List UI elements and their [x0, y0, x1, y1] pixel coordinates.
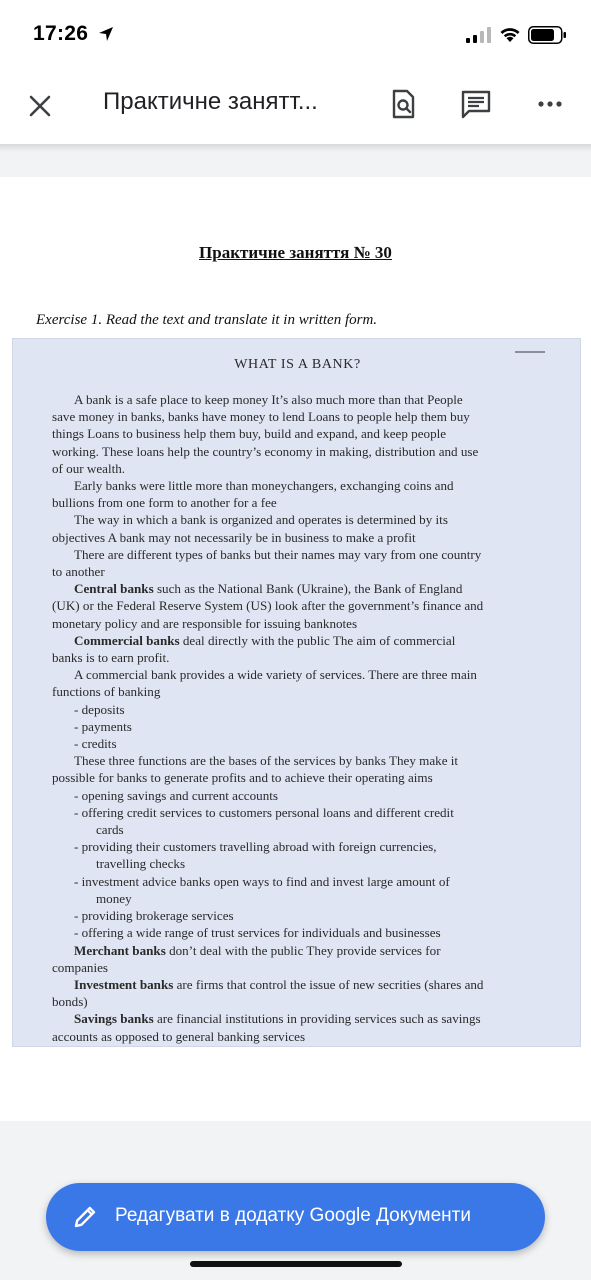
scan-line-text: things Loans to business help them buy, build and expand, and keep people: [52, 426, 447, 442]
scan-line-text: - deposits: [74, 701, 125, 717]
scan-title: WHAT IS A BANK?: [234, 357, 361, 372]
scan-line: [52, 443, 567, 460]
scan-line-text: don’t deal with the public They provide services for: [165, 942, 441, 958]
scan-line-text: are firms that control the issue of new secrities (shares and: [173, 976, 484, 992]
scan-line: [52, 529, 567, 546]
scan-line-text: - opening savings and current accounts: [74, 787, 278, 803]
scan-line: [52, 666, 567, 683]
scan-line-text: - offering credit services to customers personal loans and different credit: [74, 804, 454, 820]
scan-line: [52, 563, 567, 580]
scan-line-term: Investment banks: [74, 976, 174, 992]
scan-line-text: banks is to earn profit.: [52, 650, 170, 666]
scan-line-text: - offering a wide range of trust services for individuals and businesses: [74, 925, 441, 941]
scan-line-text: A bank is a safe place to keep money It’s also much more than that People: [74, 392, 463, 407]
scan-line: [52, 615, 567, 632]
scan-line: [52, 907, 567, 924]
scan-line: [52, 890, 567, 907]
scan-line-term: Savings banks: [74, 1011, 154, 1027]
scanned-text-image: [12, 338, 581, 1047]
scan-line: [52, 580, 567, 597]
scan-line: [52, 804, 567, 821]
scan-line-text: working. These loans help the country’s economy in making, distribution and use: [52, 443, 479, 459]
scan-line-text: There are different types of banks but their names may vary from one country: [74, 546, 482, 562]
scan-line-text: such as the National Bank (Ukraine), the Bank of England: [153, 581, 463, 597]
scan-mark: [515, 351, 545, 353]
scan-line-text: save money in banks, banks have money to lend Loans to people help them buy: [52, 409, 470, 425]
scan-line: [52, 391, 567, 408]
home-indicator: [190, 1261, 402, 1267]
scan-line-text: - credits: [74, 736, 117, 752]
scan-line: [52, 546, 567, 563]
scan-line-text: - investment advice banks open ways to find and invest large amount of: [74, 873, 450, 889]
scan-line-text: possible for banks to generate profits and to achieve their operating aims: [52, 770, 433, 786]
scan-line: [52, 769, 567, 786]
scan-line-text: (UK) or the Federal Reserve System (US) look after the government’s finance and: [52, 598, 484, 614]
scan-line: [52, 649, 567, 666]
scan-line: [52, 993, 567, 1010]
scan-line: [52, 632, 567, 649]
document-title: Практичне занятт...: [103, 88, 318, 115]
scan-line: [52, 718, 567, 735]
scan-line: [52, 683, 567, 700]
fab-label: Редагувати в додатку Google Документи: [115, 1205, 471, 1226]
page-heading: [0, 243, 591, 263]
pencil-icon: [72, 1204, 98, 1230]
scan-line-text: money: [96, 890, 132, 906]
scan-line: [52, 976, 567, 993]
app-bar: [0, 72, 591, 144]
scan-line: [52, 838, 567, 855]
scan-line: [52, 1010, 567, 1027]
exercise-instruction: Exercise 1. Read the text and translate it in written form.: [36, 312, 378, 328]
scan-line-text: The way in which a bank is organized and operates is determined by its: [74, 512, 448, 528]
scan-line-text: accounts as opposed to general banking services: [52, 1028, 306, 1044]
scan-line: [52, 511, 567, 528]
scan-line-text: monetary policy and are responsible for issuing banknotes: [52, 615, 358, 631]
scan-line-text: objectives A bank may not necessarily be in business to make a profit: [52, 529, 416, 545]
scan-line-term: Merchant banks: [74, 942, 166, 958]
scan-line: [52, 701, 567, 718]
scan-line: [52, 873, 567, 890]
scan-line: [52, 942, 567, 959]
scan-body: [52, 391, 567, 1045]
scan-line-term: Commercial banks: [74, 632, 180, 648]
battery-icon: [528, 26, 568, 44]
scan-line-text: - payments: [74, 718, 132, 734]
more-options-icon[interactable]: [533, 87, 567, 121]
find-in-document-icon[interactable]: [386, 87, 420, 121]
scan-line: [52, 408, 567, 425]
status-bar: [0, 0, 591, 72]
scan-line-text: - providing brokerage services: [74, 908, 234, 924]
scan-line: [52, 924, 567, 941]
app-bar-shadow: [0, 144, 591, 152]
scan-line: [52, 855, 567, 872]
status-time: 17:26: [33, 22, 89, 45]
edit-in-google-docs-button[interactable]: [46, 1183, 545, 1251]
scan-line-text: bonds): [52, 994, 88, 1010]
scan-line-text: functions of banking: [52, 684, 161, 700]
wifi-icon: [498, 25, 522, 43]
scan-line-text: of our wealth.: [52, 460, 126, 476]
scan-line-text: cards: [96, 822, 124, 838]
document-page[interactable]: [0, 177, 591, 1121]
scan-line-text: travelling checks: [96, 856, 186, 872]
scan-line-text: to another: [52, 564, 105, 580]
scan-line-text: - providing their customers travelling abroad with foreign currencies,: [74, 839, 437, 855]
scan-line: [52, 494, 567, 511]
page-heading-text: Практичне заняття № 30: [199, 243, 392, 262]
scan-line: [52, 460, 567, 477]
scan-line: [52, 787, 567, 804]
location-arrow-icon: [98, 26, 114, 42]
scan-line-term: Central banks: [74, 581, 154, 597]
scan-line-text: Early banks were little more than moneychangers, exchanging coins and: [74, 478, 454, 494]
scan-line: [52, 477, 567, 494]
scan-line-text: are financial institutions in providing services such as savings: [153, 1011, 481, 1027]
scan-line: [52, 1028, 567, 1045]
scan-line: [52, 821, 567, 838]
scan-line-text: A commercial bank provides a wide variety of services. There are three main: [74, 667, 477, 683]
scan-line: [52, 959, 567, 976]
scan-line-text: deal directly with the public The aim of commercial: [179, 632, 456, 648]
scan-line: [52, 597, 567, 614]
scan-line-text: bullions from one form to another for a fee: [52, 495, 277, 511]
scan-line-text: companies: [52, 959, 108, 975]
close-icon[interactable]: [24, 90, 56, 122]
signal-icon: [466, 27, 492, 43]
scan-line-text: These three functions are the bases of the services by banks They make it: [74, 753, 459, 769]
comments-icon[interactable]: [459, 87, 493, 121]
scan-line: [52, 425, 567, 442]
scan-line: [52, 752, 567, 769]
scan-line: [52, 735, 567, 752]
